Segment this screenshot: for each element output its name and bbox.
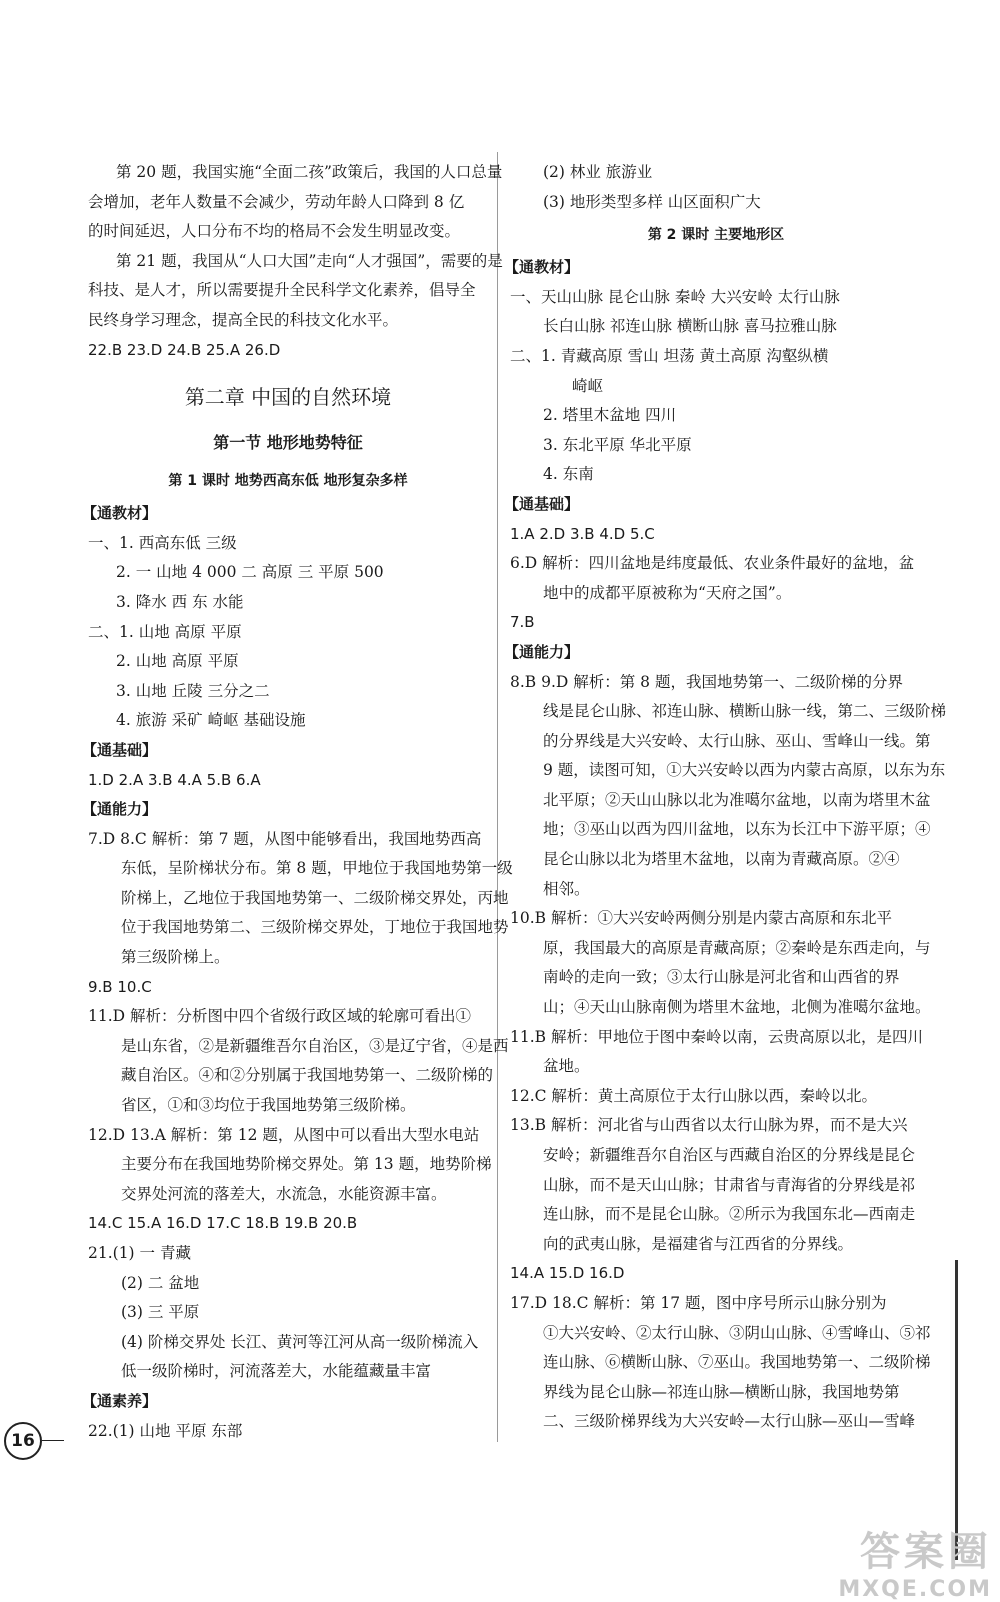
answer-line: 6.D 解析：四川盆地是纬度最低、农业条件最好的盆地，盆 [510, 554, 915, 573]
text-line: 第 20 题，我国实施“全面二孩”政策后，我国的人口总量 [116, 163, 503, 181]
text-line: 的时间延迟，人口分布不均的格局不会发生明显改变。 [88, 222, 461, 241]
answer-line: 阶梯上，乙地位于我国地势第一、二级阶梯交界处，丙地 [121, 888, 509, 907]
answer-line: 2. 山地 高原 平原 [116, 652, 239, 671]
lesson-title: 第 1 课时 地势西高东低 地形复杂多样 [168, 473, 408, 490]
answer-line: 连山脉，而不是昆仑山脉。②所示为我国东北—西南走 [543, 1205, 916, 1224]
answer-line: 省区，①和③均位于我国地势第三级阶梯。 [121, 1096, 416, 1115]
answer-line: (2) 二 盆地 [121, 1273, 200, 1292]
answer-line: 长白山脉 祁连山脉 横断山脉 喜马拉雅山脉 [543, 317, 837, 336]
answer-line: 9.B 10.C [88, 977, 152, 996]
answer-line: 8.B 9.D 解析：第 8 题，我国地势第一、二级阶梯的分界 [510, 672, 903, 691]
watermark [838, 1520, 992, 1602]
answer-line: 二、三级阶梯界线为大兴安岭—太行山脉—巫山—雪峰 [543, 1412, 916, 1431]
answer-line: 11.B 解析：甲地位于图中秦岭以南，云贵高原以北，是四川 [510, 1027, 923, 1046]
watermark-url: MXQE.COM [838, 1577, 992, 1602]
label-basic: 【通基础】 [504, 494, 580, 513]
page-number: 16 [4, 1422, 42, 1460]
answer-line: 2. 一 山地 4 000 二 高原 三 平原 500 [116, 563, 384, 582]
answer-line: 二、1. 山地 高原 平原 [88, 622, 242, 641]
answer-line: 22.(1) 山地 平原 东部 [88, 1421, 243, 1440]
label-ability: 【通能力】 [504, 642, 580, 661]
right-column [504, 158, 947, 1437]
answer-line: 一、天山山脉 昆仑山脉 秦岭 大兴安岭 太行山脉 [510, 287, 840, 306]
answer-line: 山；④天山山脉南侧为塔里木盆地，北侧为准噶尔盆地。 [543, 998, 931, 1017]
text-line: 第 21 题，我国从“人口大国”走向“人才强国”，需要的是 [116, 251, 503, 270]
answer-line: (2) 林业 旅游业 [543, 163, 653, 181]
answer-line: 地中的成都平原被称为“天府之国”。 [543, 583, 792, 602]
answer-line: 3. 东北平原 华北平原 [543, 435, 692, 454]
answer-line: 位于我国地势第二、三级阶梯交界处，丁地位于我国地势 [121, 918, 509, 937]
label-ability: 【通能力】 [82, 800, 158, 819]
answer-line: 东低，呈阶梯状分布。第 8 题，甲地位于我国地势第一级 [121, 859, 513, 878]
answer-line: 1.D 2.A 3.B 4.A 5.B 6.A [88, 770, 261, 789]
answer-line: 4. 东南 [543, 465, 594, 484]
answer-line: 向的武夷山脉，是福建省与江西省的分界线。 [543, 1234, 854, 1253]
answer-line: 10.B 解析：①大兴安岭两侧分别是内蒙古高原和东北平 [510, 909, 892, 928]
answer-line: 21.(1) 一 青藏 [88, 1244, 191, 1262]
section-title: 第一节 地形地势特征 [213, 433, 363, 453]
answer-line: 南岭的走向一致；③太行山脉是河北省和山西省的界 [543, 968, 900, 987]
answer-line: (4) 阶梯交界处 长江、黄河等江河从高一级阶梯流入 [121, 1332, 479, 1351]
answer-line: 14.A 15.D 16.D [510, 1264, 625, 1283]
answer-line: 北平原；②天山山脉以北为准噶尔盆地，以南为塔里木盆 [543, 790, 931, 809]
answer-line: 界线为昆仑山脉—祁连山脉—横断山脉，我国地势第 [543, 1382, 900, 1401]
text-line: 会增加，老年人数量不会减少，劳动年龄人口降到 8 亿 [88, 192, 465, 211]
answer-line: 相邻。 [543, 879, 590, 898]
answer-line: 3. 山地 丘陵 三分之二 [116, 681, 270, 700]
chapter-title: 第二章 中国的自然环境 [184, 385, 392, 410]
answer-line: 原，我国最大的高原是青藏高原；②秦岭是东西走向，与 [543, 938, 931, 957]
answer-line: 是山东省，②是新疆维吾尔自治区，③是辽宁省，④是西 [121, 1036, 509, 1055]
answer-line: 12.D 13.A 解析：第 12 题，从图中可以看出大型水电站 [88, 1125, 480, 1144]
answer-line: 的分界线是大兴安岭、太行山脉、巫山、雪峰山一线。第 [543, 731, 931, 750]
label-textbook: 【通教材】 [504, 258, 580, 277]
lesson-title: 第 2 课时 主要地形区 [647, 227, 785, 244]
answer-line: 二、1. 青藏高原 雪山 坦荡 黄土高原 沟壑纵横 [510, 346, 829, 365]
answer-line: 盆地。 [543, 1057, 590, 1076]
answer-line: (3) 地形类型多样 山区面积广大 [543, 192, 761, 211]
watermark-brand: 答案圈 [860, 1529, 992, 1575]
answer-line: 14.C 15.A 16.D 17.C 18.B 19.B 20.B [88, 1214, 358, 1233]
answer-line: 3. 降水 西 东 水能 [116, 592, 244, 611]
answer-line: 山脉，而不是天山山脉；甘肃省与青海省的分界线是祁 [543, 1175, 916, 1194]
answer-line: 地；③巫山以西为四川盆地，以东为长江中下游平原；④ [543, 820, 931, 839]
page-edge-shadow [955, 1260, 958, 1560]
answer-line: 7.B [510, 613, 535, 632]
answer-line: 安岭；新疆维吾尔自治区与西藏自治区的分界线是昆仑 [543, 1146, 916, 1164]
text-line: 民终身学习理念，提高全民的科技文化水平。 [88, 310, 399, 329]
answer-line: 13.B 解析：河北省与山西省以太行山脉为界，而不是大兴 [510, 1116, 908, 1135]
answer-line: 4. 旅游 采矿 崎岖 基础设施 [116, 711, 306, 730]
answer-line: 12.C 解析：黄土高原位于太行山脉以西，秦岭以北。 [510, 1086, 877, 1105]
label-textbook: 【通教材】 [82, 504, 158, 523]
text-line: 科技、是人才，所以需要提升全民科学文化素养，倡导全 [88, 281, 476, 300]
column-divider [497, 152, 498, 1442]
answer-line: 一、1. 西高东低 三级 [88, 533, 237, 552]
answer-line: 昆仑山脉以北为塔里木盆地，以南为青藏高原。②④ [543, 850, 900, 869]
answer-line: 交界处河流的落差大，水流急，水能资源丰富。 [121, 1184, 447, 1203]
answer-line: 22.B 23.D 24.B 25.A 26.D [88, 340, 281, 359]
answer-line: 崎岖 [572, 376, 604, 395]
page-number-rule [42, 1440, 64, 1441]
left-column [82, 158, 513, 1446]
answer-line: 11.D 解析：分析图中四个省级行政区域的轮廓可看出① [88, 1007, 472, 1026]
answer-line: 9 题，读图可知，①大兴安岭以西为内蒙古高原，以东为东 [543, 761, 946, 780]
answer-line: 17.D 18.C 解析：第 17 题，图中序号所示山脉分别为 [510, 1293, 887, 1312]
label-basic: 【通基础】 [82, 740, 158, 759]
answer-line: ①大兴安岭、②太行山脉、③阴山山脉、④雪峰山、⑤祁 [543, 1323, 931, 1342]
answer-line: (3) 三 平原 [121, 1303, 200, 1322]
answer-line: 第三级阶梯上。 [121, 948, 230, 967]
answer-line: 7.D 8.C 解析：第 7 题，从图中能够看出，我国地势西高 [88, 829, 482, 848]
label-literacy: 【通素养】 [82, 1391, 158, 1410]
answer-line: 连山脉、⑥横断山脉、⑦巫山。我国地势第一、二级阶梯 [543, 1353, 931, 1372]
answer-line: 藏自治区。④和②分别属于我国地势第一、二级阶梯的 [121, 1066, 494, 1085]
answer-line: 1.A 2.D 3.B 4.D 5.C [510, 524, 655, 543]
answer-line: 低一级阶梯时，河流落差大，水能蕴藏量丰富 [121, 1362, 432, 1381]
answer-line: 线是昆仑山脉、祁连山脉、横断山脉一线，第二、三级阶梯 [543, 702, 947, 721]
answer-line: 主要分布在我国地势阶梯交界处。第 13 题，地势阶梯 [121, 1155, 492, 1174]
answer-line: 2. 塔里木盆地 四川 [543, 406, 677, 425]
